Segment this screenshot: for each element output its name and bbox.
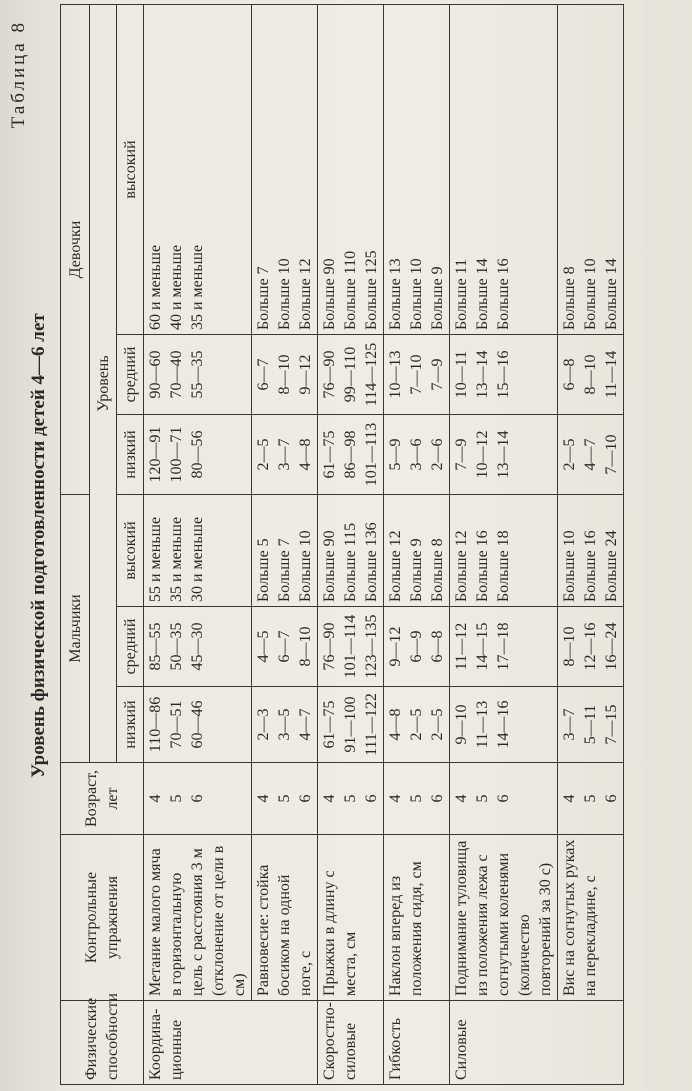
level-value: 76—90	[321, 350, 338, 399]
level-value: Больше 16	[474, 530, 491, 602]
level-value: 13—14	[474, 350, 491, 399]
level-value: Больше 16	[582, 530, 599, 602]
ability-cell: Гибкость	[384, 1001, 450, 1085]
level-value: 3—5	[276, 708, 293, 741]
level-value: Больше 10	[276, 258, 293, 330]
age-value: 6	[189, 794, 206, 803]
level-value: Больше 115	[342, 522, 359, 602]
age-value: 4	[453, 794, 470, 803]
level-value: Больше 90	[321, 530, 338, 602]
level-value: 100—71	[168, 426, 185, 483]
exercise-cell: Метание малого мяча в горизонтальную цель с расстояния 3 м (отклонение от цели в см)	[144, 835, 252, 1001]
level-value: Больше 16	[495, 258, 512, 330]
age-value: 6	[363, 794, 380, 803]
level-value: 13—14	[495, 430, 512, 479]
level-value: 70—40	[168, 350, 185, 399]
age-value: 4	[561, 794, 578, 803]
level-value: Больше 18	[495, 530, 512, 602]
age-value: 5	[276, 794, 293, 803]
table-row	[318, 4, 384, 1084]
level-value: 99—110	[342, 346, 359, 403]
level-value: 12—16	[582, 622, 599, 671]
boys-high-cell	[144, 495, 252, 607]
girls-high-cell	[450, 4, 558, 334]
level-value: 3—7	[561, 708, 578, 741]
level-value: 90—60	[147, 350, 164, 399]
boys-mid-cell	[144, 607, 252, 687]
header-girls-high: высокий	[117, 4, 144, 334]
level-value: 11—12	[453, 622, 470, 671]
level-value: 35 и меньше	[189, 244, 206, 330]
level-value: 3—7	[276, 438, 293, 471]
level-value: 10—12	[474, 430, 491, 479]
level-value: 8—10	[582, 354, 599, 395]
header-boys-mid: средний	[117, 607, 144, 687]
girls-low-cell	[252, 415, 318, 495]
table-row	[252, 4, 318, 1084]
boys-high-cell	[558, 495, 624, 607]
level-value: 11—14	[603, 350, 620, 399]
table-row	[384, 4, 450, 1084]
level-value: 2—5	[429, 708, 446, 741]
level-value: Больше 14	[603, 258, 620, 330]
level-value: Больше 12	[453, 530, 470, 602]
level-value: 16—24	[603, 622, 620, 671]
level-value: 6—9	[408, 630, 425, 663]
age-value: 6	[603, 794, 620, 803]
level-value: 7—15	[603, 704, 620, 745]
header-boys: Мальчики	[61, 495, 90, 763]
age-cell	[558, 763, 624, 835]
level-value: 70—51	[168, 700, 185, 749]
level-value: 7—9	[453, 438, 470, 471]
level-value: 17—18	[495, 622, 512, 671]
level-value: 9—10	[453, 704, 470, 745]
level-value: 6—7	[255, 358, 272, 391]
level-value: Больше 7	[276, 538, 293, 602]
level-value: 8—10	[561, 626, 578, 667]
level-value: 40 и меньше	[168, 244, 185, 330]
level-value: 7—9	[429, 358, 446, 391]
level-value: Больше 5	[255, 538, 272, 602]
level-value: 61—75	[321, 430, 338, 479]
age-value: 4	[387, 794, 404, 803]
level-value: 60 и меньше	[147, 244, 164, 330]
level-value: 30 и меньше	[189, 516, 206, 602]
age-value: 6	[495, 794, 512, 803]
age-cell	[252, 763, 318, 835]
girls-mid-cell	[318, 335, 384, 415]
boys-high-cell	[318, 495, 384, 607]
exercise-cell: Прыжки в длину с места, см	[318, 835, 384, 1001]
level-value: 6—7	[276, 630, 293, 663]
level-value: Больше 8	[561, 266, 578, 330]
level-value: 2—3	[255, 708, 272, 741]
boys-low-cell	[318, 687, 384, 763]
header-boys-high: высокий	[117, 495, 144, 607]
level-value: 91—100	[342, 696, 359, 753]
level-value: Больше 11	[453, 258, 470, 330]
level-value: 45—30	[189, 622, 206, 671]
ability-cell: Координа-ционные	[144, 1001, 318, 1085]
level-value: Больше 10	[408, 258, 425, 330]
girls-high-cell	[318, 4, 384, 334]
boys-low-cell	[144, 687, 252, 763]
level-value: 6—8	[561, 358, 578, 391]
age-value: 5	[342, 794, 359, 803]
girls-high-cell	[144, 4, 252, 334]
level-value: 101—114	[342, 614, 359, 679]
level-value: 76—90	[321, 622, 338, 671]
level-value: Больше 24	[603, 530, 620, 602]
boys-mid-cell	[450, 607, 558, 687]
level-value: Больше 12	[297, 258, 314, 330]
level-value: 7—10	[603, 434, 620, 475]
boys-mid-cell	[558, 607, 624, 687]
level-value: 14—15	[474, 622, 491, 671]
header-girls-low: низкий	[117, 415, 144, 495]
boys-mid-cell	[252, 607, 318, 687]
level-value: 14—16	[495, 700, 512, 749]
boys-low-cell	[450, 687, 558, 763]
age-value: 5	[408, 794, 425, 803]
exercise-cell: Поднимание туловища из положения лежа с согнутыми коленями (количество повторений за 30 с)	[450, 835, 558, 1001]
table-row	[450, 4, 558, 1084]
level-value: 9—12	[297, 354, 314, 395]
girls-high-cell	[558, 4, 624, 334]
table-row	[144, 4, 252, 1084]
age-value: 4	[147, 794, 164, 803]
age-value: 5	[474, 794, 491, 803]
level-value: 4—7	[297, 708, 314, 741]
age-value: 6	[429, 794, 446, 803]
girls-mid-cell	[450, 335, 558, 415]
level-value: 6—8	[429, 630, 446, 663]
level-value: 50—35	[168, 622, 185, 671]
header-abilities: Физические способности	[61, 1001, 144, 1085]
boys-low-cell	[252, 687, 318, 763]
level-value: 55 и меньше	[147, 516, 164, 602]
age-value: 6	[297, 794, 314, 803]
exercise-cell: Наклон вперед из положения сидя, см	[384, 835, 450, 1001]
girls-mid-cell	[144, 335, 252, 415]
level-value: Больше 10	[297, 530, 314, 602]
age-value: 5	[582, 794, 599, 803]
level-value: 86—98	[342, 430, 359, 479]
table-row	[558, 4, 624, 1084]
age-cell	[144, 763, 252, 835]
level-value: Больше 7	[255, 266, 272, 330]
boys-high-cell	[450, 495, 558, 607]
level-value: 2—5	[408, 708, 425, 741]
level-value: Больше 8	[429, 538, 446, 602]
level-value: 8—10	[297, 626, 314, 667]
header-girls-mid: средний	[117, 335, 144, 415]
level-value: 4—8	[297, 438, 314, 471]
girls-high-cell	[384, 4, 450, 334]
level-value: 120—91	[147, 426, 164, 483]
girls-low-cell	[144, 415, 252, 495]
level-value: Больше 10	[561, 530, 578, 602]
level-value: 2—6	[429, 438, 446, 471]
level-value: 2—5	[561, 438, 578, 471]
age-value: 5	[168, 794, 185, 803]
age-value: 4	[321, 794, 338, 803]
level-value: Больше 13	[387, 258, 404, 330]
level-value: Больше 9	[408, 538, 425, 602]
girls-low-cell	[318, 415, 384, 495]
level-value: Больше 110	[342, 250, 359, 330]
girls-mid-cell	[558, 335, 624, 415]
level-value: 4—5	[255, 630, 272, 663]
level-value: 5—11	[582, 704, 599, 745]
age-cell	[450, 763, 558, 835]
level-value: Больше 14	[474, 258, 491, 330]
header-boys-low: низкий	[117, 687, 144, 763]
exercise-cell: Вис на согнутых руках на перекладине, с	[558, 835, 624, 1001]
age-value: 4	[255, 794, 272, 803]
boys-mid-cell	[384, 607, 450, 687]
level-value: 60—46	[189, 700, 206, 749]
level-value: 110—86	[147, 696, 164, 753]
level-value: 123—135	[363, 614, 380, 679]
level-value: 5—9	[387, 438, 404, 471]
level-value: Больше 12	[387, 530, 404, 602]
boys-high-cell	[384, 495, 450, 607]
level-value: 8—10	[276, 354, 293, 395]
girls-low-cell	[558, 415, 624, 495]
level-value: 80—56	[189, 430, 206, 479]
level-value: 114—125	[363, 342, 380, 407]
exercise-cell: Равновесие: стойка босиком на одной ноге, с	[252, 835, 318, 1001]
boys-low-cell	[558, 687, 624, 763]
level-value: Больше 10	[582, 258, 599, 330]
level-value: Больше 136	[363, 522, 380, 602]
level-value: Больше 9	[429, 266, 446, 330]
table-body	[144, 4, 624, 1084]
level-value: 4—7	[582, 438, 599, 471]
level-value: 9—12	[387, 626, 404, 667]
header-girls: Девочки	[61, 4, 90, 494]
age-cell	[384, 763, 450, 835]
level-value: 4—8	[387, 708, 404, 741]
header-age: Возраст, лет	[61, 763, 144, 835]
level-value: 111—122	[363, 693, 380, 756]
level-value: 15—16	[495, 350, 512, 399]
ability-cell: Силовые	[450, 1001, 624, 1085]
level-value: 2—5	[255, 438, 272, 471]
girls-mid-cell	[252, 335, 318, 415]
level-value: 55—35	[189, 350, 206, 399]
ability-cell: Скоростно-силовые	[318, 1001, 384, 1085]
level-value: 3—6	[408, 438, 425, 471]
girls-high-cell	[252, 4, 318, 334]
level-value: 101—113	[363, 422, 380, 487]
level-value: 85—55	[147, 622, 164, 671]
level-value: Больше 125	[363, 250, 380, 330]
header-level: Уровень	[90, 4, 117, 762]
level-value: 7—10	[408, 354, 425, 395]
table-label: Таблица 8	[8, 20, 29, 129]
level-value: 61—75	[321, 700, 338, 749]
girls-mid-cell	[384, 335, 450, 415]
level-value: 10—13	[387, 350, 404, 399]
level-value: Больше 90	[321, 258, 338, 330]
boys-mid-cell	[318, 607, 384, 687]
boys-low-cell	[384, 687, 450, 763]
level-value: 11—13	[474, 700, 491, 749]
girls-low-cell	[450, 415, 558, 495]
header-exercises: Контрольные упражнения	[61, 835, 144, 1001]
table-caption: Уровень физической подготовленности детей 4—6 лет	[28, 313, 49, 778]
fitness-table	[60, 4, 624, 1085]
boys-high-cell	[252, 495, 318, 607]
girls-low-cell	[384, 415, 450, 495]
age-cell	[318, 763, 384, 835]
level-value: 35 и меньше	[168, 516, 185, 602]
level-value: 10—11	[453, 350, 470, 399]
